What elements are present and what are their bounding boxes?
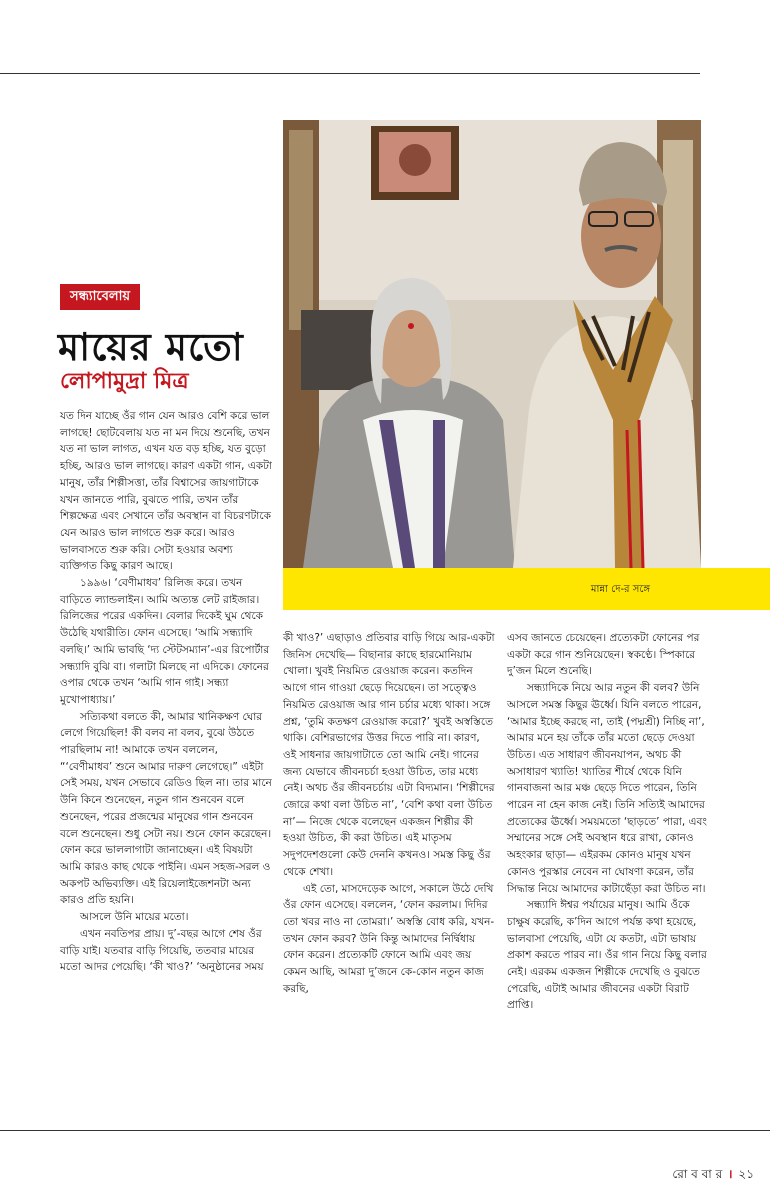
article-column-3 [507, 630, 712, 1014]
page-footer [672, 1165, 754, 1186]
paragraph: এখন নবতিপর প্রায়। দু’-বছর আগে শেষ ওঁর বাড়ি যাই। যতবার বাড়ি গিয়েছি, ততবার মায়ের মতো আদর পেয়েছি। ‘কী খাও?’ ‘অনুষ্ঠানের সময় [60, 927, 264, 974]
top-rule [0, 73, 700, 74]
paragraph: কী খাও?’ এছাড়াও প্রতিবার বাড়ি গিয়ে আর-একটা জিনিস দেখেছি— বিছানার কাছে হারমোনিয়াম খোলা। খুবই নিয়মিত রেওয়াজ করেন। কতদিন আগে গান গাওয়া ছেড়ে দিয়েছেন। তা সত্ত্বেও নিয়মিত রেওয়াজ আর গান চর্চার মধ্যে থাকা। সঙ্গে প্রশ্ন, ‘তুমি কতক্ষণ রেওয়াজ করো?’ খুবই অস্বস্তিতে থাকি। বেশিরভাগের উত্তর দিতে পারি না। কারণ, ওই সাধনার জায়গাটাতে তো আমি নেই। গানের জন্য যেভাবে জীবনচর্চা হওয়া উচিত, তার মধ্যে নেই। অথচ ওঁর জীবনচর্চায় এটা বিদ্যমান। ‘শিল্পীদের জোরে কথা বলা উচিত না’, ‘বেশি কথা বলা উচিত না’— নিজে থেকে বলেছেন একজন শিল্পীর কী হওয়া উচিত, কী করা উচিত। এই মাতৃসম সদুপদেশগুলো কেউ দেননি কখনও। সমস্ত কিছু ওঁর থেকে শেখা। [283, 632, 495, 878]
article-column-2 [283, 630, 495, 997]
paragraph: যত দিন যাচ্ছে ওঁর গান যেন আরও বেশি করে ভাল লাগছে! ছোটবেলায় যত না মন দিয়ে শুনেছি, তখন যত না ভাল লাগত, এখন যত বড় হচ্ছি, যত বুড়ো হচ্ছি, আরও ভাল লাগছে। কারণ একটা গান, একটা মানুষ, তাঁর শিল্পীসত্তা, তাঁর বিশ্বাসের জায়গাটাকে যখন জানতে পারি, বুঝতে পারি, তখন তাঁর শিল্পক্ষেত্র এবং সেখানে তাঁর অবস্থান বা বিচরণটাকে যেন আরও ভাল লাগতে শুরু করে। আরও ভালবাসতে শুরু করি। সেটা হওয়ার অবশ্য ব্যক্তিগত কিছু কারণ আছে। [60, 410, 272, 573]
folio-separator: । [728, 1167, 733, 1181]
paragraph: সত্যিকথা বলতে কী, আমার খানিকক্ষণ ঘোর লেগে গিয়েছিল! কী বলব না বলব, বুঝে উঠতে পারছিলাম না! আমাকে তখন বললেন, “‘বেণীমাধব’ শুনে আমার দারুণ লেগেছে।” এইটা সেই সময়, যখন সেভাবে রেডিও ছিল না। তার মানে উনি কিনে শুনেছেন, নতুন গান শুনবেন বলে শুনেছেন, পরের প্রজন্মের মানুষের গান শুনবেন বলে শুনেছেন। শুধু সেটা নয়। শুনে ফোন করেছেন। ফোন করে ভাললাগাটা জানাচ্ছেন। এই বিষয়টা আমি কারও কাছ থেকে পাইনি। এমন সহজ-সরল ও অকপট অভিব্যক্তি। এই রিয়েলাইজেশনটা অন্য কারও প্রতি হয়নি। [60, 710, 272, 907]
paragraph: এই তো, মাসদেড়েক আগে, সকালে উঠে দেখি ওঁর ফোন এসেছে। বললেন, ‘ফোন করলাম। দিদির তো খবর নাও না তোমরা।’ অস্বস্তি বোধ করি, যখন-তখন ফোন করব? উনি কিন্তু আমাদের নির্দ্বিধায় ফোন করেন। প্রত্যেকটি ফোনে আমি এবং জয় কেমন আছি, আমরা দু’জনে কে-কোন নতুন কাজ করছি, [283, 882, 495, 995]
paragraph: আসলে উনি মায়ের মতো। [80, 911, 189, 924]
photo-sandhya-manna-dey [283, 120, 701, 568]
bottom-rule [0, 1130, 770, 1131]
page-number: ২১ [738, 1167, 754, 1181]
photo-caption-bar [283, 568, 770, 610]
byline: লোপামুদ্রা মিত্র [60, 369, 189, 394]
photo-caption: মান্না দে-র সঙ্গে [590, 584, 650, 595]
paragraph: ১৯৯৬। ‘বেণীমাধব’ রিলিজ করে। তখন বাড়িতে ল্যান্ডলাইন। আমি অত্যন্ত লেট রাইজার। রিলিজের পরের একদিন। বেলার দিকেই ঘুম থেকে উঠেছি যথারীতি। ফোন এসেছে। ‘আমি সন্ধ্যাদি বলছি।’ আমি ভাবছি ‘দ্য স্টেটসম্যান’-এর রিপোর্টার সন্ধ্যাদি বুঝি বা। গলাটা মিলছে না এদিকে। ফোনের ওপার থেকে তখন ‘আমি গান গাই। সন্ধ্যা মুখোপাধ্যায়।’ [60, 577, 270, 706]
section-tag: সন্ধ্যাবেলায় [60, 284, 140, 310]
article-column-1 [60, 408, 272, 976]
headline: মায়ের মতো [58, 325, 244, 369]
paragraph: সন্ধ্যাদিকে নিয়ে আর নতুন কী বলব? উনি আসলে সমস্ত কিছুর ঊর্ধ্বে। যিনি বলতে পারেন, ‘আমার ইচ্ছে করছে না, তাই (পদ্মশ্রী) নিচ্ছি না’, আমার মনে হয় তাঁকে তাঁর মতো ছেড়ে দেওয়া উচিত। এত সাধারণ জীবনযাপন, অথচ কী অসাধারণ খ্যাতি! খ্যাতির শীর্ষে থেকে যিনি গানবাজনা আর মঞ্চ ছেড়ে দিতে পারেন, তিনি পারেন না হেন কাজ নেই। তিনি সত্যিই আমাদের প্রত্যেকের ঊর্ধ্বে। সময়মতো ‘ছাড়তে’ পারা, এবং সম্মানের সঙ্গে সেই অবস্থান ধরে রাখা, কোনও অহংকার ছাড়া— এইরকম কোনও মানুষ যখন কোনও পুরস্কার নেবেন না ঘোষণা করেন, তাঁর সিদ্ধান্ত নিয়ে আমাদের কাটাছেঁড়া করা উচিত না। [507, 682, 707, 895]
paragraph: এসব জানতে চেয়েছেন। প্রত্যেকটা ফোনের পর একটা করে গান শুনিয়েছেন। স্বকণ্ঠে। স্পিকারে দু’জন মিলে শুনেছি। [507, 632, 700, 678]
paragraph: সন্ধ্যাদি ঈশ্বর পর্যায়ের মানুষ। আমি ওঁকে চাক্ষুষ করেছি, ক’দিন আগে পর্যন্ত কথা হয়েছে, ভালবাসা পেয়েছি, এটা যে কতটা, এটা ভাষায় প্রকাশ করতে পারব না। ওঁর গান নিয়ে কিছু বলার নেই। এরকম একজন শিল্পীকে দেখেছি ও বুঝতে পেরেছি, এটাই আমার জীবনের একটা বিরাট প্রাপ্তি। [507, 899, 707, 1012]
magazine-name: রো ব বা র [672, 1167, 723, 1181]
